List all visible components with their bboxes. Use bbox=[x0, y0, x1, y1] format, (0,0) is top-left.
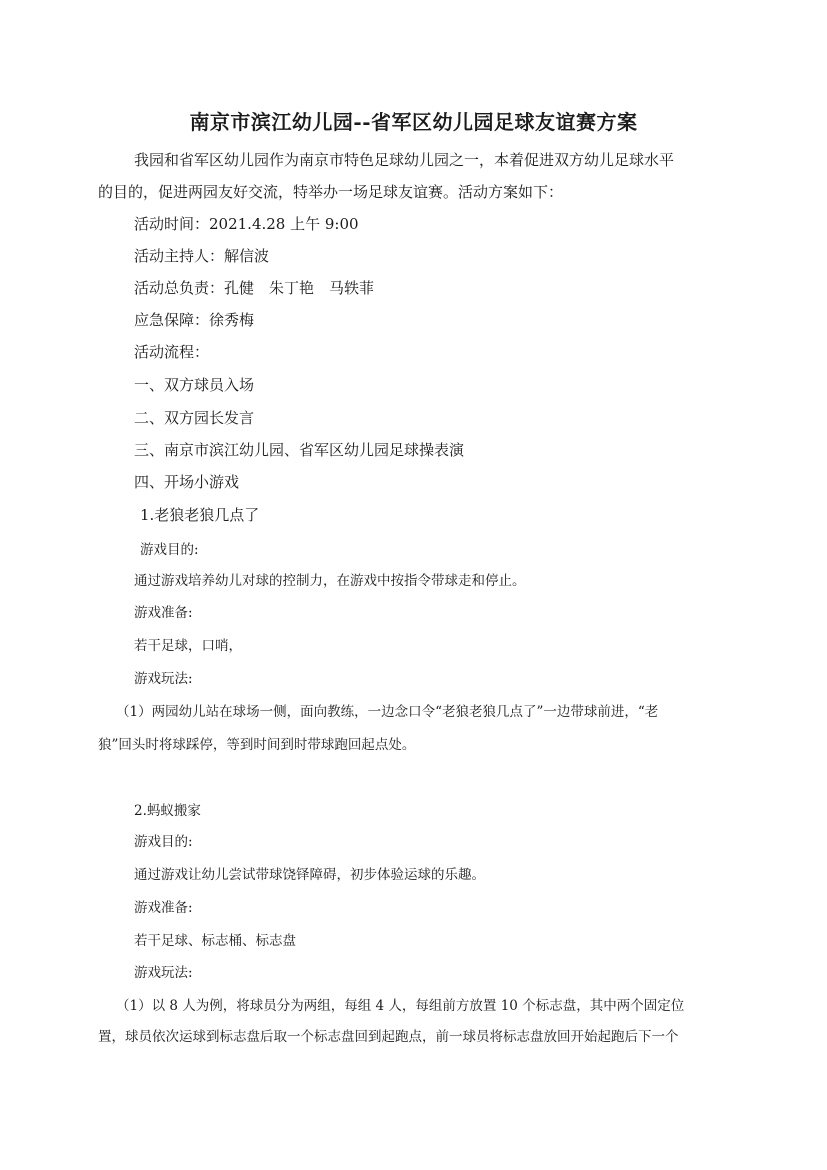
intro-paragraph-line-1: 我园和省军区幼儿园作为南京市特色足球幼儿园之一，本着促进双方幼儿足球水平 bbox=[134, 151, 675, 169]
game1-prep: 若干足球，口哨， bbox=[134, 638, 242, 654]
game2-play-line-2: 置，球员依次运球到标志盘后取一个标志盘回到起跑点，前一球员将标志盘放回开始起跑后下一个 bbox=[98, 1029, 679, 1045]
game2-prep: 若干足球、标志桶、标志盘 bbox=[134, 933, 296, 949]
game2-goal-label: 游戏目的: bbox=[134, 834, 193, 850]
process-step: 四、开场小游戏 bbox=[134, 473, 240, 491]
emergency-support: 应急保障：徐秀梅 bbox=[134, 311, 255, 329]
activity-host: 活动主持人：解信波 bbox=[134, 247, 270, 265]
process-step: 一、双方球员入场 bbox=[134, 376, 255, 394]
activity-time: 活动时间：2021.4.28 上午 9:00 bbox=[134, 215, 359, 233]
process-step: 二、双方园长发言 bbox=[134, 409, 255, 427]
game1-goal: 通过游戏培养幼儿对球的控制力，在游戏中按指令带球走和停止。 bbox=[134, 573, 526, 589]
game1-prep-label: 游戏准备: bbox=[134, 605, 193, 621]
process-step: 三、南京市滨江幼儿园、省军区幼儿园足球操表演 bbox=[134, 441, 465, 459]
game1-play-label: 游戏玩法: bbox=[134, 671, 193, 687]
game2-play-label: 游戏玩法: bbox=[134, 965, 193, 981]
game2-goal: 通过游戏让幼儿尝试带球饶铎障碍，初步体验运球的乐趣。 bbox=[134, 867, 485, 883]
game2-play-line-1: （1）以 8 人为例，将球员分为两组，每组 4 人，每组前方放置 10 个标志盘，其中两个固定位 bbox=[116, 998, 685, 1014]
game1-goal-label: 游戏目的: bbox=[140, 542, 199, 558]
intro-paragraph-line-2: 的目的，促进两园友好交流，特举办一场足球友谊赛。活动方案如下： bbox=[98, 183, 564, 201]
game2-title: 2.蚂蚁搬家 bbox=[134, 803, 201, 819]
game1-title: 1.老狼老狼几点了 bbox=[140, 506, 260, 524]
process-label: 活动流程： bbox=[134, 343, 210, 361]
activity-leaders: 活动总负责：孔健 朱丁艳 马轶菲 bbox=[134, 279, 375, 297]
document-title: 南京市滨江幼儿园--省军区幼儿园足球友谊赛方案 bbox=[189, 110, 638, 134]
game1-play-line-1: （1）两园幼儿站在球场一侧，面向教练，一边念口令“老狼老狼几点了”一边带球前进，“老 bbox=[116, 704, 659, 720]
game1-play-line-2: 狼”回头时将球踩停，等到时间到时带球跑回起点处。 bbox=[98, 737, 416, 753]
game2-prep-label: 游戏准备: bbox=[134, 900, 193, 916]
